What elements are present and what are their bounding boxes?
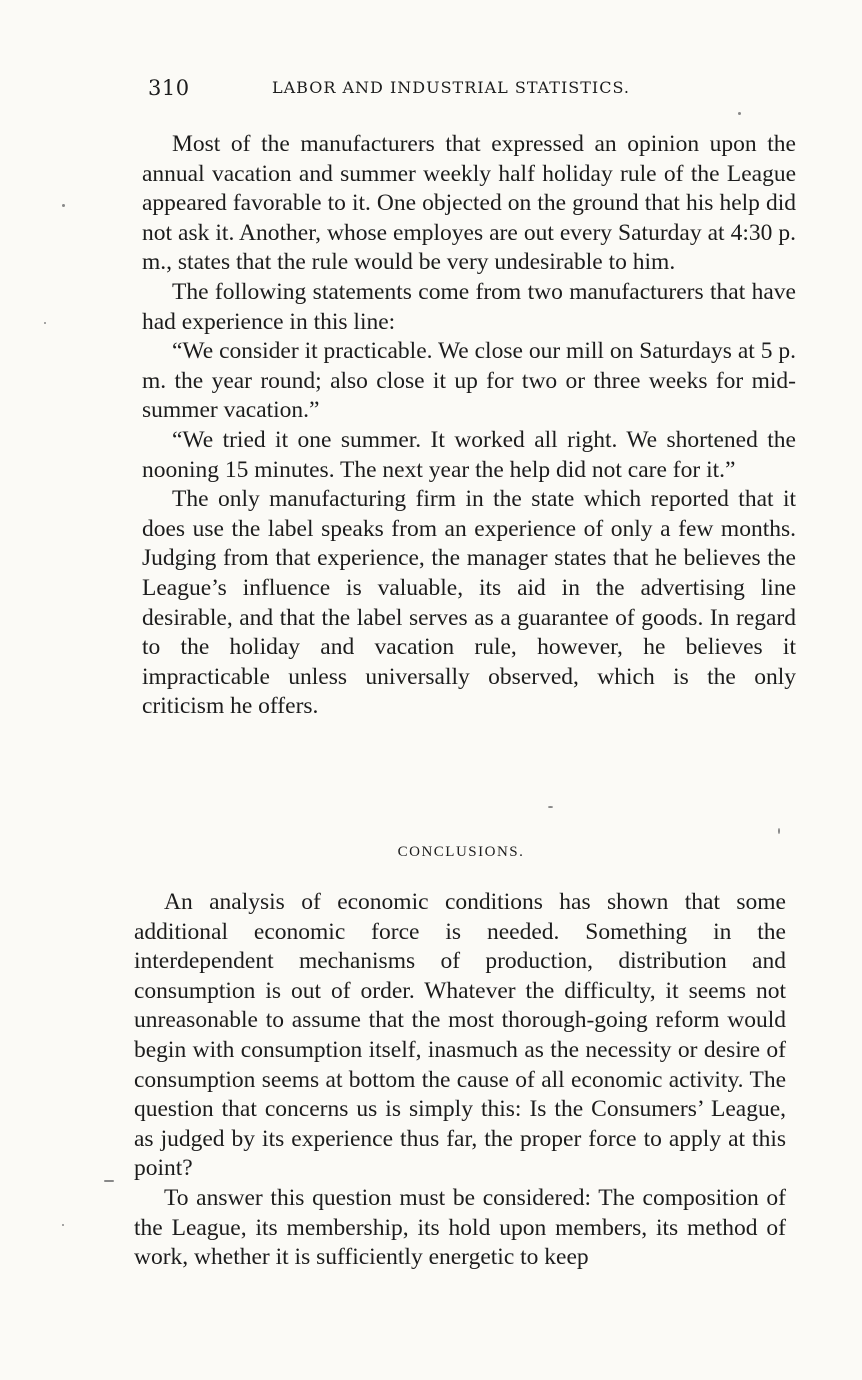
page-header xyxy=(148,76,678,106)
quote-paragraph: “We tried it one summer. It worked all right. We shortened the nooning 15 minutes. The next year the help did not care for it.” xyxy=(142,426,796,483)
page-number: 310 xyxy=(148,76,190,100)
paragraph: The following statements come from two manufacturers that have had experience in this line: xyxy=(142,278,796,335)
paragraph: To answer this question must be considered: The composition of the League, its membership, its hold upon members, its method of work, whether it is sufficiently energetic to keep xyxy=(134,1184,786,1271)
running-title: LABOR AND INDUSTRIAL STATISTICS. xyxy=(272,78,630,97)
paragraph: An analysis of economic conditions has shown that some additional economic force is needed. Something in the interdependent mechanisms of production, distribution and consumption is out of order. Whatever the difficulty, it seems not unreasonable to assume that the most thorough-going reform would begin with consumption itself, inasmuch as the necessity or desire of consumption seems at bottom the cause of all economic activity. The question that concerns us is simply this: Is the Consumers’ League, as judged by its experience thus far, the proper force to apply at this point? xyxy=(134,889,786,1182)
scan-speck xyxy=(738,112,741,115)
paragraph: Most of the manufacturers that expressed an opinion upon the annual vacation and summer weekly half holiday rule of the League appeared favorable to it. One objected on the ground that his help did not ask it. Another, whose employes are out every Saturday at 4:30 p. m., states that the rule would be very undesirable to him. xyxy=(142,131,796,276)
scan-speck xyxy=(104,1180,114,1182)
section-body xyxy=(142,130,796,722)
conclusions-body xyxy=(134,888,786,1273)
paragraph: The only manufacturing firm in the state which reported that it does use the label speaks from an experience of only a few months. Judging from that experience, the manager states that he believes the League’s influence is valuable, its aid in the advertising line desirable, and that the label serves as a guarantee of goods. In regard to the holiday and vacation rule, however, he believes it impracticable unless universally observed, which is the only criticism he offers. xyxy=(142,486,796,720)
section-heading: CONCLUSIONS. xyxy=(397,844,525,860)
quote-paragraph: “We consider it practicable. We close our mill on Saturdays at 5 p. m. the year round; also close it up for two or three weeks for mid-summer vacation.” xyxy=(142,338,796,424)
scan-speck xyxy=(44,322,46,324)
scan-speck xyxy=(548,806,553,808)
scan-speck xyxy=(62,204,65,207)
scan-speck xyxy=(778,828,780,834)
scan-speck xyxy=(62,1224,64,1226)
